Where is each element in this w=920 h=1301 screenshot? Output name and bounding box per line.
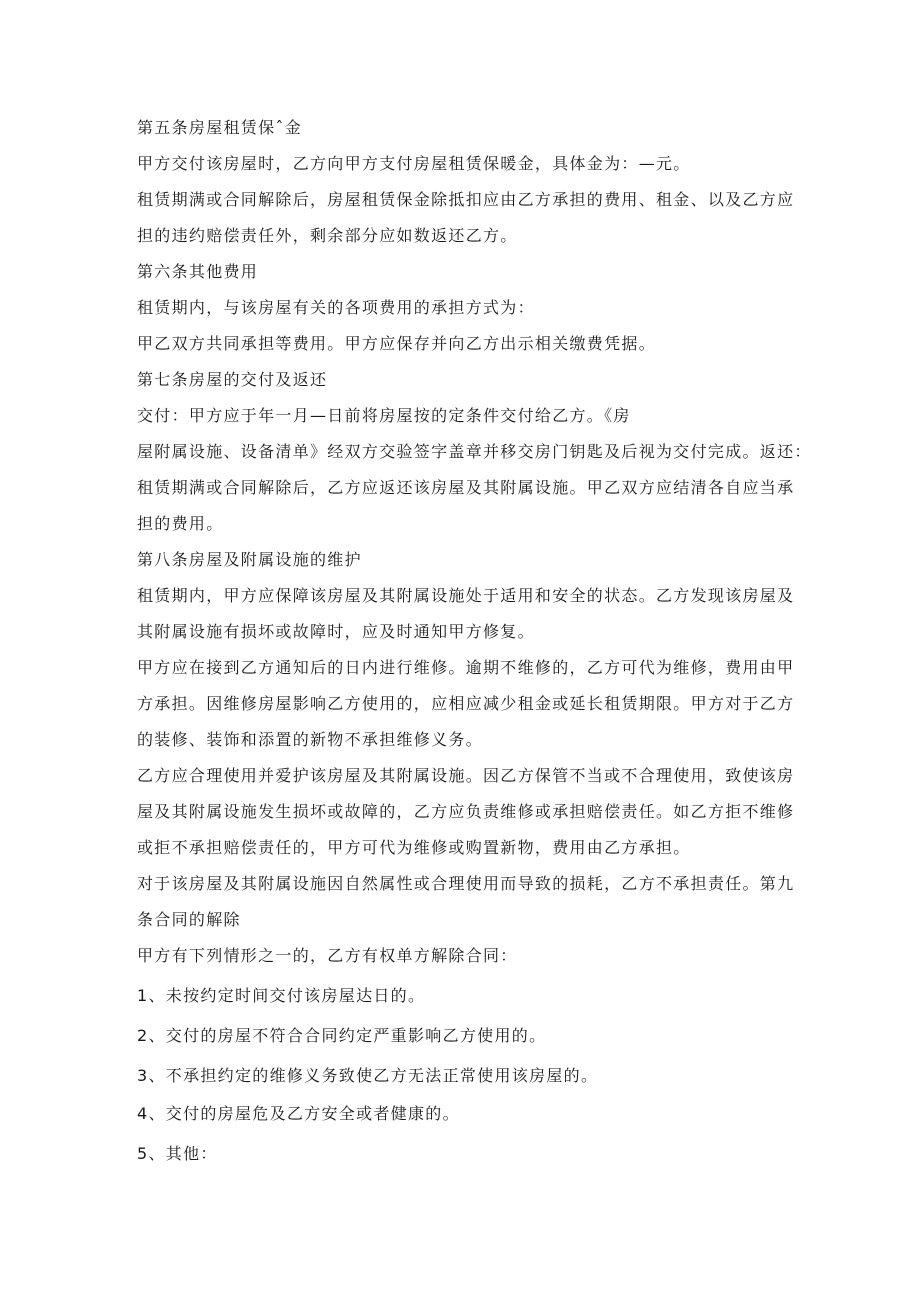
list-item: 4、交付的房屋危及乙方安全或者健康的。 [137, 1104, 460, 1123]
article-6-heading: 第六条其他费用 [137, 262, 259, 281]
paragraph-line: 担的违约赔偿责任外，剩余部分应如数返还乙方。 [137, 226, 518, 245]
paragraph-line: 的装修、装饰和添置的新物不承担维修义务。 [137, 730, 484, 749]
article-7-heading: 第七条房屋的交付及返还 [137, 370, 328, 389]
list-item: 3、不承担约定的维修义务致使乙方无法正常使用该房屋的。 [137, 1066, 599, 1085]
paragraph-line: 屋及其附属设施发生损坏或故障的，乙方应负责维修或承担赔偿责任。如乙方拒不维修 [137, 802, 795, 821]
article-8-heading: 第八条房屋及附属设施的维护 [137, 550, 362, 569]
paragraph-line: 租赁期满或合同解除后，房屋租赁保金除抵扣应由乙方承担的费用、租金、以及乙方应 [137, 190, 795, 209]
paragraph-line: 交付：甲方应于年一月—日前将房屋按的定条件交付给乙方。《房 [137, 406, 631, 425]
list-item: 1、未按约定时间交付该房屋达日的。 [137, 986, 426, 1005]
paragraph-line: 租赁期满或合同解除后，乙方应返还该房屋及其附属设施。甲乙双方应结清各自应当承 [137, 478, 795, 497]
paragraph-line: 担的费用。 [137, 514, 224, 533]
paragraph-line: 甲方有下列情形之一的，乙方有权单方解除合同： [137, 946, 518, 965]
paragraph-line: 甲方交付该房屋时，乙方向甲方支付房屋租赁保暖金，具体金为：—元。 [137, 154, 691, 173]
paragraph-line: 租赁期内，与该房屋有关的各项费用的承担方式为： [137, 298, 535, 317]
paragraph-line: 对于该房屋及其附属设施因自然属性或合理使用而导致的损耗，乙方不承担责任。第九 [137, 874, 795, 893]
paragraph-line: 甲方应在接到乙方通知后的日内进行维修。逾期不维修的，乙方可代为维修，费用由甲 [137, 658, 795, 677]
paragraph-line: 方承担。因维修房屋影响乙方使用的，应相应减少租金或延长租赁期限。甲方对于乙方 [137, 694, 795, 713]
paragraph-line: 其附属设施有损坏或故障时，应及时通知甲方修复。 [137, 622, 535, 641]
list-item: 2、交付的房屋不符合合同约定严重影响乙方使用的。 [137, 1026, 547, 1045]
paragraph-line: 或拒不承担赔偿责任的，甲方可代为维修或购置新物，费用由乙方承担。 [137, 838, 691, 857]
paragraph-line: 甲乙双方共同承担等费用。甲方应保存并向乙方出示相关缴费凭据。 [137, 334, 657, 353]
paragraph-line: 屋附属设施、设备清单》经双方交验签字盖章并移交房门钥匙及后视为交付完成。返还： [137, 442, 812, 461]
list-item: 5、其他： [137, 1144, 218, 1163]
paragraph-line: 乙方应合理使用并爱护该房屋及其附属设施。因乙方保管不当或不合理使用，致使该房 [137, 766, 795, 785]
article-5-heading: 第五条房屋租赁保ˆ金 [137, 118, 303, 137]
article-9-heading: 条合同的解除 [137, 910, 241, 929]
paragraph-line: 租赁期内，甲方应保障该房屋及其附属设施处于适用和安全的状态。乙方发现该房屋及 [137, 586, 795, 605]
